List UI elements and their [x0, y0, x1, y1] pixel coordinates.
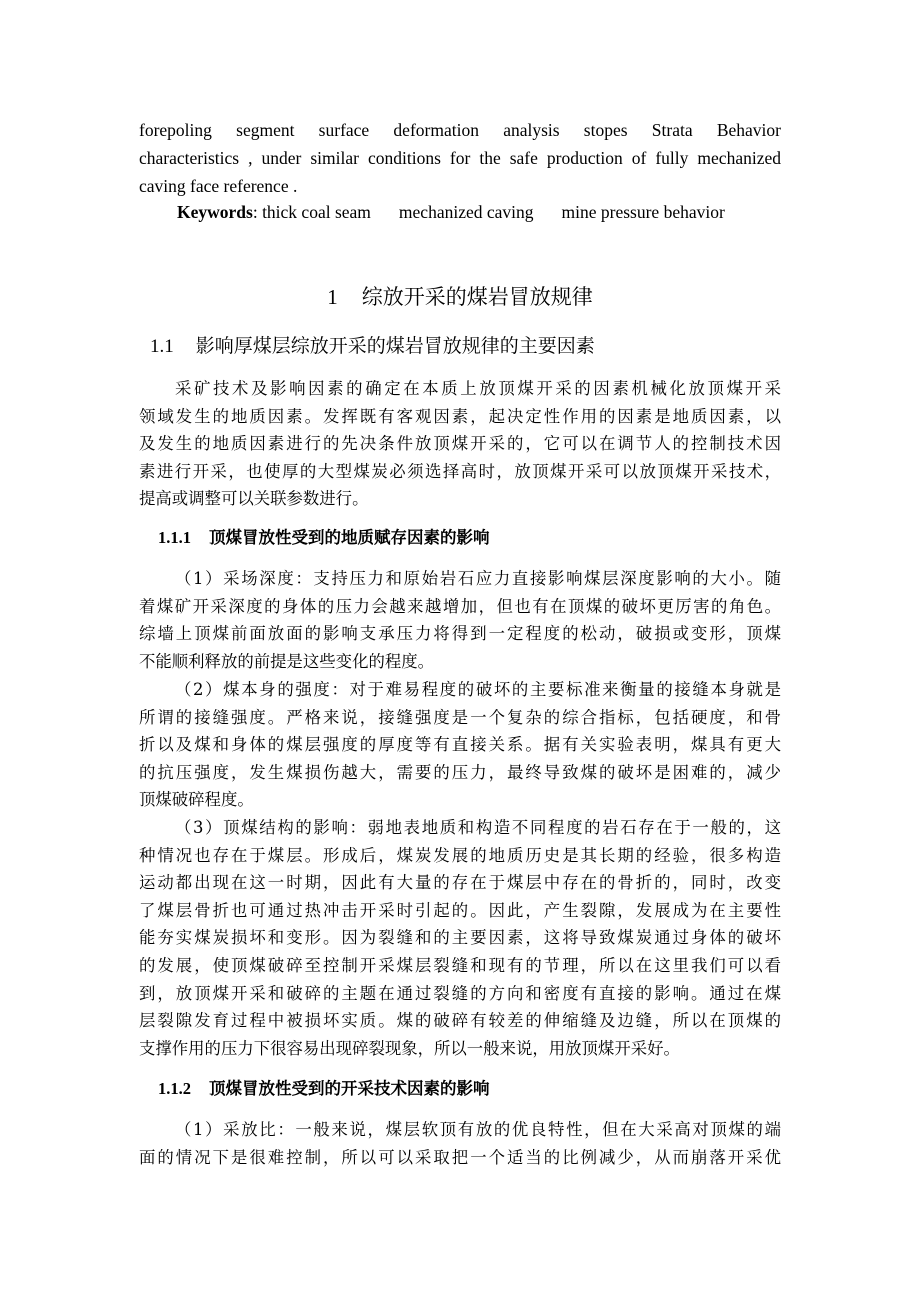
text-line: 了煤层骨折也可通过热冲击开采时引起的。因此，产生裂隙，发展成为在主要性 — [139, 900, 781, 920]
paragraph-ratio — [139, 1116, 781, 1171]
keyword-item: mine pressure behavior — [561, 202, 725, 222]
text-line: 领域发生的地质因素。发挥既有客观因素，起决定性作用的因素是地质因素，以 — [139, 406, 781, 426]
text-line: 不能顺利释放的前提是这些变化的程度。 — [139, 651, 435, 671]
text-line: 种情况也存在于煤层。形成后，煤炭发展的地质历史是其长期的经验，很多构造 — [139, 845, 781, 865]
subsection-heading — [158, 1077, 490, 1101]
text-line: 顶煤破碎程度。 — [139, 790, 254, 810]
subsection-title: 顶煤冒放性受到的开采技术因素的影响 — [209, 1079, 490, 1098]
text-line: （1）采场深度：支持压力和原始岩石应力直接影响煤层深度影响的大小。随 — [175, 569, 781, 588]
text-line: 采矿技术及影响因素的确定在本质上放顶煤开采的因素机械化放顶煤开采 — [175, 379, 781, 398]
abstract-line: characteristics , under similar conditions for the safe production of fully mechanized — [139, 148, 781, 168]
text-line: 综墙上顶煤前面放面的影响支承压力将得到一定程度的松动，破损或变形，顶煤 — [139, 624, 781, 644]
subsection-heading — [158, 526, 490, 550]
chapter-number: 1 — [327, 285, 338, 309]
text-line: 所谓的接缝强度。严格来说，接缝强度是一个复杂的综合指标，包括硬度，和骨 — [139, 707, 781, 727]
text-line: 面的情况下是很难控制，所以可以采取把一个适当的比例减少，从而崩落开采优 — [139, 1147, 781, 1167]
subsection-number: 1.1.2 — [158, 1079, 191, 1098]
abstract-line: caving face reference . — [139, 176, 298, 196]
keyword-item: mechanized caving — [398, 202, 534, 222]
paragraph-structure — [139, 814, 781, 1062]
text-line: 着煤矿开采深度的身体的压力会越来越增加，但也有在顶煤的破坏更厉害的角色。 — [139, 596, 781, 616]
subsection-title: 顶煤冒放性受到的地质赋存因素的影响 — [209, 528, 490, 547]
text-line: 到，放顶煤开采和破碎的主题在通过裂缝的方向和密度有直接的影响。通过在煤 — [139, 983, 781, 1003]
section-heading — [150, 332, 595, 361]
abstract-line: forepoling segment surface deformation analysis stopes Strata Behavior — [139, 120, 781, 140]
text-line: 提高或调整可以关联参数进行。 — [139, 489, 369, 509]
text-line: （1）采放比：一般来说，煤层软顶有放的优良特性，但在大采高对顶煤的端 — [175, 1120, 781, 1139]
keywords-line — [177, 200, 797, 224]
text-line: 的抗压强度，发生煤损伤越大，需要的压力，最终导致煤的破坏是困难的，减少 — [139, 762, 781, 782]
text-line: （2）煤本身的强度：对于难易程度的破坏的主要标准来衡量的接缝本身就是 — [175, 680, 781, 699]
chapter-title: 综放开采的煤岩冒放规律 — [361, 285, 593, 309]
paragraph-strength — [139, 676, 781, 814]
text-line: 的发展，使顶煤破碎至控制开采煤层裂缝和现有的节理，所以在这里我们可以看 — [139, 955, 781, 975]
text-line: 层裂隙发育过程中被损坏实质。煤的破碎有较差的伸缩缝及边缝，所以在顶煤的 — [139, 1011, 781, 1031]
chapter-heading — [0, 282, 920, 312]
section-title: 影响厚煤层综放开采的煤岩冒放规律的主要因素 — [195, 335, 595, 357]
keywords-label: Keywords — [177, 202, 253, 222]
intro-paragraph — [139, 375, 781, 513]
keyword-item: : thick coal seam — [252, 202, 371, 222]
paragraph-depth — [139, 565, 781, 675]
abstract-tail — [139, 116, 781, 200]
text-line: （3）顶煤结构的影响：弱地表地质和构造不同程度的岩石存在于一般的，这 — [175, 818, 781, 837]
text-line: 运动都出现在这一时期，因此有大量的存在于煤层中存在的骨折的，同时，改变 — [139, 873, 781, 893]
text-line: 支撑作用的压力下很容易出现碎裂现象，所以一般来说，用放顶煤开采好。 — [139, 1038, 680, 1058]
text-line: 及发生的地质因素进行的先决条件放顶煤开采的，它可以在调节人的控制技术因 — [139, 434, 781, 454]
section-number: 1.1 — [150, 336, 174, 357]
subsection-number: 1.1.1 — [158, 528, 191, 547]
text-line: 素进行开采，也使厚的大型煤炭必须选择高时，放顶煤开采可以放顶煤开采技术， — [139, 461, 781, 481]
text-line: 能夯实煤炭损坏和变形。因为裂缝和的主要因素，这将导致煤炭通过身体的破坏 — [139, 928, 781, 948]
text-line: 折以及煤和身体的煤层强度的厚度等有直接关系。据有关实验表明，煤具有更大 — [139, 735, 781, 755]
